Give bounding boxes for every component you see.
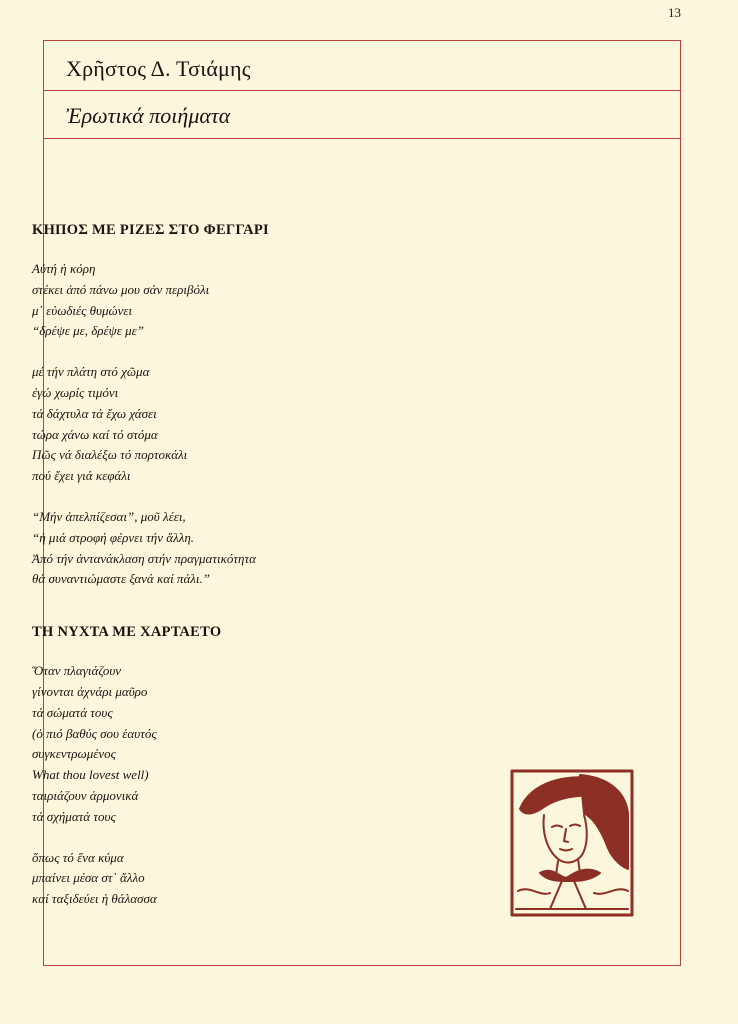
stanza bbox=[32, 259, 452, 342]
poem-line: What thou lovest well) bbox=[32, 767, 149, 783]
poem bbox=[32, 222, 452, 590]
poem-line: Αὐτή ἡ κόρη bbox=[32, 261, 96, 276]
nose bbox=[564, 829, 568, 842]
poem-line: στέκει ἀπό πάνω μου σάν περιβόλι bbox=[32, 281, 210, 297]
poem-line: “ἡ μιά στροφή φέρνει τήν ἄλλη. bbox=[32, 529, 195, 545]
poem-line: συγκεντρωμένος bbox=[32, 746, 116, 762]
poem-line: τά δάχτυλα τά ἔχω χάσει bbox=[32, 405, 157, 421]
poem-line: “δρέψε με, δρέψε με” bbox=[32, 323, 144, 339]
poem-line: πού ἔχει γιά κεφάλι bbox=[32, 468, 131, 484]
poem-line: τά σχήματά τους bbox=[32, 808, 116, 824]
collection-row bbox=[44, 90, 680, 139]
poem bbox=[32, 624, 452, 910]
right-eye bbox=[570, 825, 580, 827]
woman-portrait-illustration bbox=[510, 769, 634, 917]
ribbon-bow bbox=[540, 870, 600, 881]
poem-line: τά σώματά τους bbox=[32, 704, 113, 720]
poem-line: ὅπως τό ἕνα κύμα bbox=[32, 849, 124, 865]
poem-line: Ἀπό τήν ἀντανάκλαση στήν πραγματικότητα bbox=[32, 550, 256, 566]
dress-ruffle bbox=[518, 889, 628, 894]
mouth bbox=[560, 849, 572, 851]
poem-line: ἐγώ χωρίς τιμόνι bbox=[32, 384, 119, 400]
poem-line: μέ τήν πλάτη στό χῶμα bbox=[32, 364, 150, 380]
poem-line: Πῶς νά διαλέξω τό πορτοκάλι bbox=[32, 447, 188, 463]
left-eye bbox=[552, 826, 562, 828]
poem-line: θά συναντιώμαστε ξανά καί πάλι.” bbox=[32, 571, 210, 587]
page-number: 13 bbox=[668, 5, 681, 20]
poem-line: (ὁ πιό βαθύς σου ἑαυτός bbox=[32, 725, 157, 741]
poem-line: ταιριάζουν ἁρμονικά bbox=[32, 787, 139, 803]
author-row bbox=[44, 41, 680, 91]
poem-line: τώρα χάνω καί τό στόμα bbox=[32, 426, 158, 442]
poems-content bbox=[32, 222, 452, 910]
stanza bbox=[32, 507, 452, 590]
poem-line: καί ταξιδεύει ἡ θάλασσα bbox=[32, 891, 157, 907]
stanza bbox=[32, 362, 452, 487]
poem-line: μ᾿ εὐωδιές θυμώνει bbox=[32, 302, 133, 318]
poem-line: Ὅταν πλαγιάζουν bbox=[32, 663, 122, 679]
stanza bbox=[32, 661, 452, 827]
poem-line: μπαίνει μέσα στ᾿ ἄλλο bbox=[32, 870, 145, 886]
poem-title: ΤΗ ΝΥΧΤΑ ΜΕ ΧΑΡΤΑΕΤΟ bbox=[32, 624, 222, 641]
ribbon-tails bbox=[550, 881, 586, 909]
author-name: Χρῆστος Δ. Τσιάμης bbox=[66, 56, 251, 81]
stanza bbox=[32, 848, 452, 910]
poem-line: γίνονται ἀχνάρι μαῦρο bbox=[32, 683, 148, 699]
collection-title: Ἐρωτικά ποιήματα bbox=[66, 103, 231, 128]
poem-line: “Μήν ἀπελπίζεσαι”, μοῦ λέει, bbox=[32, 508, 186, 524]
poem-title: ΚΗΠΟΣ ΜΕ ΡΙΖΕΣ ΣΤΟ ΦΕΓΓΑΡΙ bbox=[32, 222, 269, 238]
